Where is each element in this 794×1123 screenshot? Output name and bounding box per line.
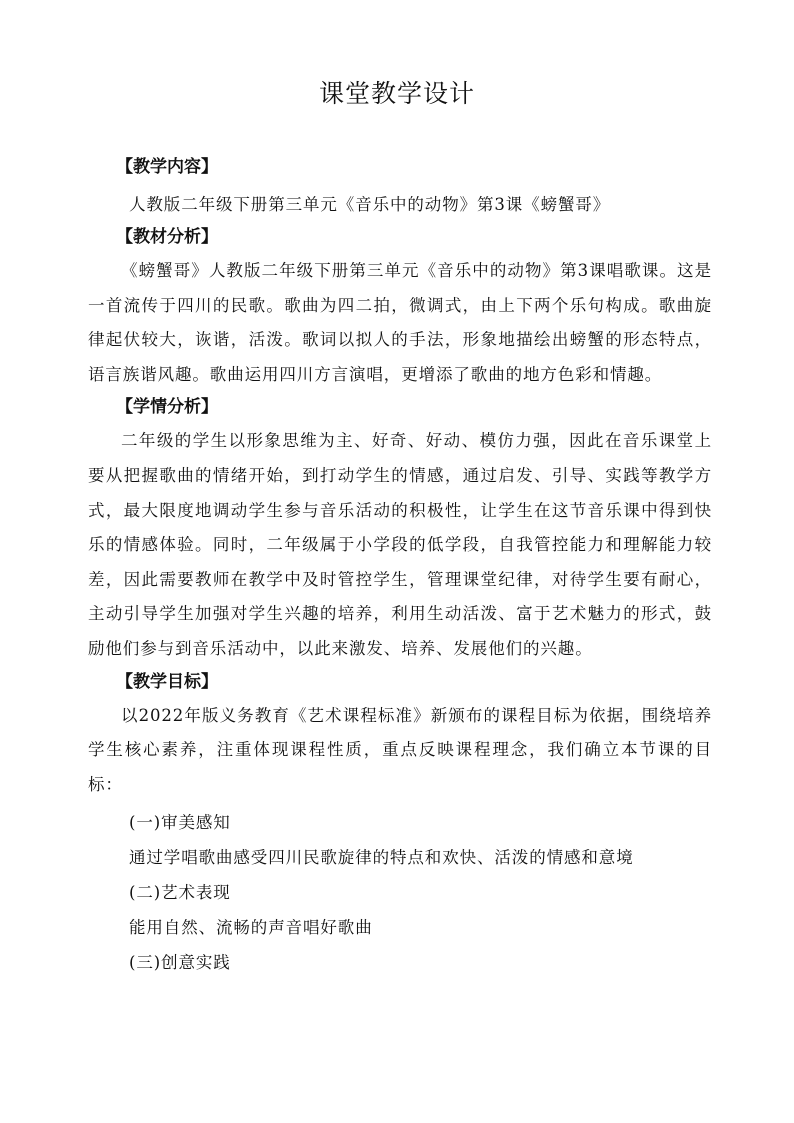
section-teaching-objectives — [88, 667, 712, 981]
section-heading: 【教材分析】 — [116, 227, 218, 247]
section-text: 人教版二年级下册第三单元《音乐中的动物》第3课《螃蟹哥》 — [129, 195, 611, 214]
objective-text: 通过学唱歌曲感受四川民歌旋律的特点和欢快、活泼的情感和意境 — [129, 848, 634, 868]
document-body — [88, 152, 712, 980]
section-paragraph: 二年级的学生以形象思维为主、好奇、好动、模仿力强，因此在音乐课堂上要从把握歌曲的情绪开始，到打动学生的情感，通过启发、引导、实践等教学方式，最大限度地调动学生参与音乐活动的积极性，让学生在这节音乐课中得到快乐的情感体验。同时，二年级属于小学段的低学段，自我管控能力和理解能力较差，因此需要教师在教学中及时管控学生，管理课堂纪律，对待学生要有耐心，主动引导学生加强对学生兴趣的培养，利用生动活泼、富于艺术魅力的形式，鼓励他们参与到音乐活动中，以此来激发、培养、发展他们的兴趣。 — [88, 431, 712, 658]
objective-label: (一)审美感知 — [129, 813, 231, 833]
section-paragraph: 以2022年版义务教育《艺术课程标准》新颁布的课程目标为依据，围绕培养学生核心素养，注重体现课程性质，重点反映课程理念，我们确立本节课的目标： — [88, 705, 712, 794]
section-heading: 【教学内容】 — [116, 157, 218, 177]
section-learner-analysis — [88, 392, 712, 666]
section-paragraph: 《螃蟹哥》人教版二年级下册第三单元《音乐中的动物》第3课唱歌课。这是一首流传于四川的民歌。歌曲为四二拍，微调式，由上下两个乐句构成。歌曲旋律起伏较大，诙谐，活泼。歌词以拟人的手法，形象地描绘出螃蟹的形态特点，语言族谐风趣。歌曲运用四川方言演唱，更增添了歌曲的地方色彩和情趣。 — [88, 261, 712, 384]
section-heading: 【学情分析】 — [116, 397, 218, 418]
objective-text: 能用自然、流畅的声音唱好歌曲 — [129, 918, 373, 938]
objective-label: (二)艺术表现 — [129, 883, 231, 903]
objective-label: (三)创意实践 — [129, 953, 231, 973]
document-title: 课堂教学设计 — [318, 79, 475, 108]
section-heading: 【教学目标】 — [116, 671, 218, 692]
section-material-analysis — [88, 222, 712, 392]
section-teaching-content — [88, 152, 712, 222]
